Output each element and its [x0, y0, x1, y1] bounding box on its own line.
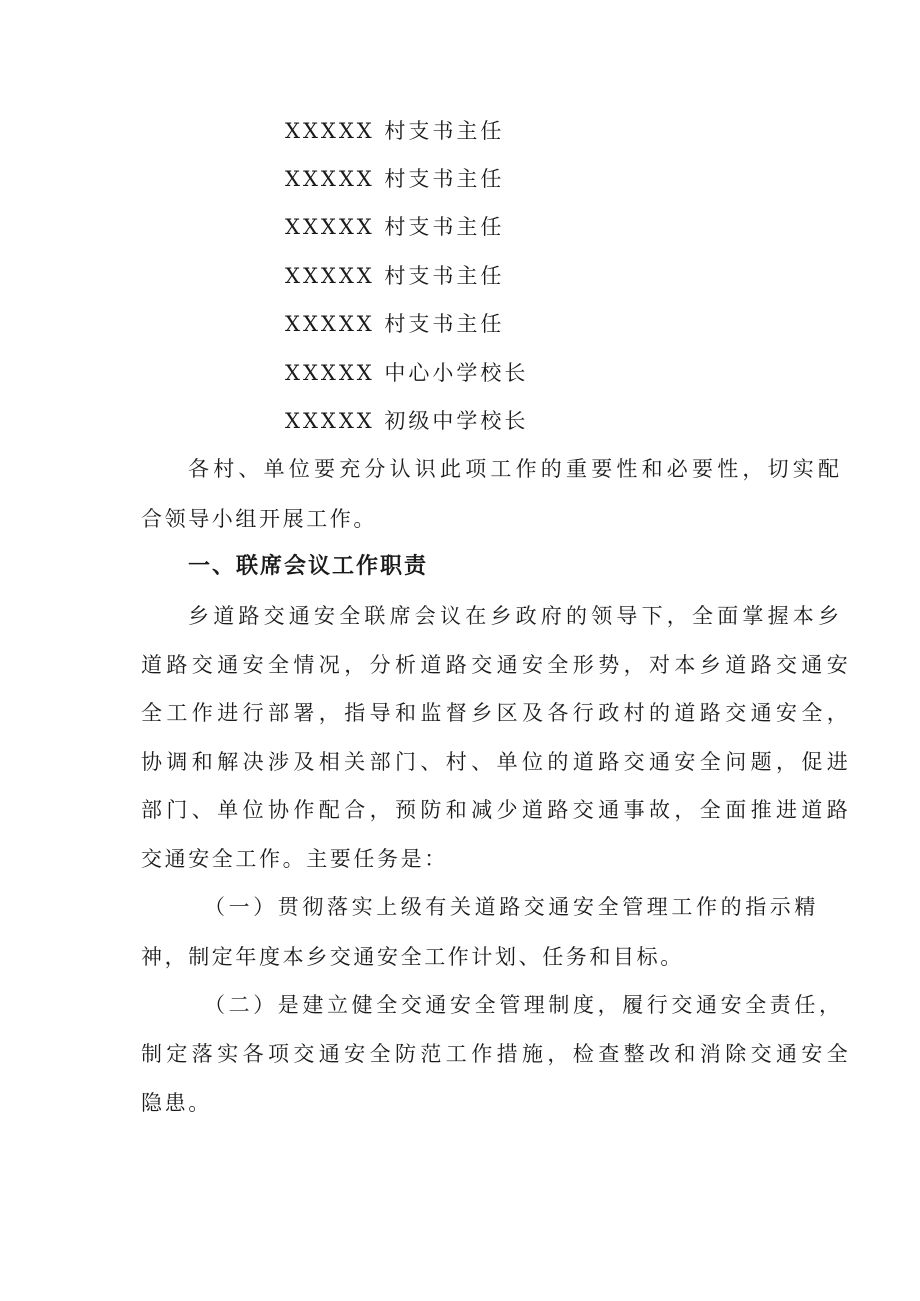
- list-item-line: 神，制定年度本乡交通安全工作计划、任务和目标。: [141, 945, 684, 969]
- paragraph-line: 全工作进行部署，指导和监督乡区及各行政村的道路交通安全，: [141, 701, 853, 725]
- member-line: XXXXX 村支书主任: [285, 312, 505, 336]
- member-line: XXXXX 村支书主任: [285, 167, 505, 191]
- list-item-line: （二）是建立健全交通安全管理制度，履行交通安全责任，: [204, 993, 844, 1017]
- paragraph-line: 乡道路交通安全联席会议在乡政府的领导下，全面掌握本乡: [188, 604, 844, 628]
- member-line: XXXXX 村支书主任: [285, 119, 505, 143]
- list-item-line: 制定落实各项交通安全防范工作措施，检查整改和消除交通安全: [141, 1042, 853, 1066]
- paragraph-line: 道路交通安全情况，分析道路交通安全形势，对本乡道路交通安: [141, 653, 853, 677]
- paragraph-line: 协调和解决涉及相关部门、村、单位的道路交通安全问题，促进: [141, 750, 853, 774]
- member-line: XXXXX 初级中学校长: [285, 409, 529, 433]
- member-line: XXXXX 村支书主任: [285, 264, 505, 288]
- list-item-line: 隐患。: [141, 1091, 212, 1115]
- paragraph-line: 交通安全工作。主要任务是：: [141, 847, 448, 871]
- paragraph-line: 部门、单位协作配合，预防和减少道路交通事故，全面推进道路: [141, 798, 853, 822]
- list-item-line: （一）贯彻落实上级有关道路交通安全管理工作的指示精: [204, 895, 819, 919]
- member-line: XXXXX 中心小学校长: [285, 361, 529, 385]
- intro-line: 各村、单位要充分认识此项工作的重要性和必要性，切实配: [188, 457, 844, 481]
- section-heading: 一、联席会议工作职责: [188, 554, 429, 579]
- member-line: XXXXX 村支书主任: [285, 215, 505, 239]
- intro-line: 合领导小组开展工作。: [141, 507, 377, 531]
